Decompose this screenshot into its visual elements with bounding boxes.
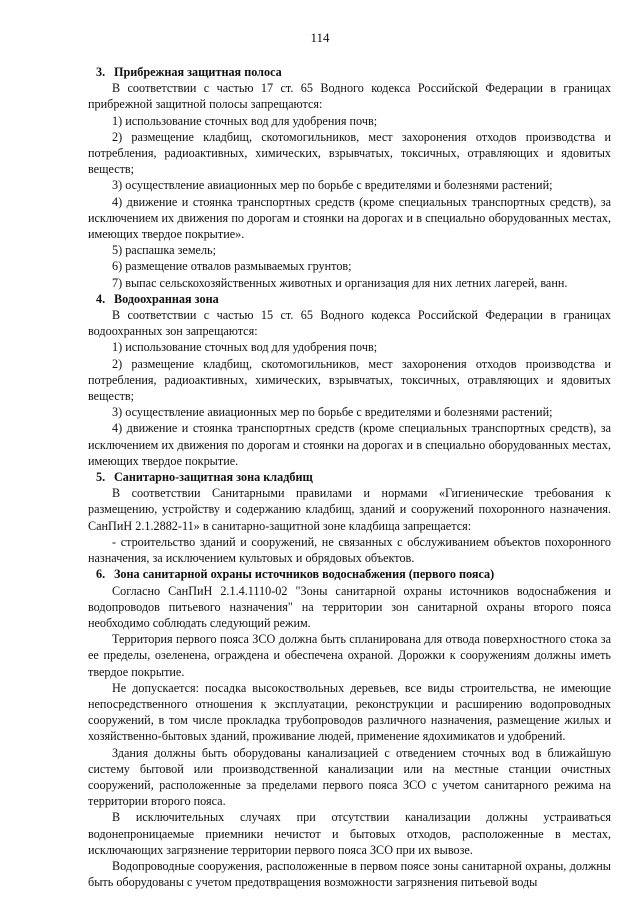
section-title: Санитарно-защитная зона кладбищ xyxy=(114,470,313,485)
paragraph: Территория первого пояса ЗСО должна быть спланирована для отвода поверхностного стока за ее пределы, озеленена, ограждена и обеспечена охраной. Дорожки к сооружениям должны иметь твердое покрытие. xyxy=(88,632,611,679)
paragraph: 6) размещение отвалов размываемых грунтов; xyxy=(112,259,352,274)
paragraph: 1) использование сточных вод для удобрения почв; xyxy=(112,113,378,128)
paragraph: 1) использование сточных вод для удобрения почв; xyxy=(112,340,378,355)
section-heading xyxy=(88,291,611,307)
paragraph: В соответствии Санитарными правилами и нормами «Гигиенические требования к размещению, устройству и содержанию кладбищ, зданий и сооружений похоронного назначения. СанПиН 2.1.2882-11» в санитарно-защитной зоне кладбища запрещается: xyxy=(88,486,611,533)
paragraph: 4) движение и стоянка транспортных средств (кроме специальных транспортных средств), за исключением их движения по дорогам и стоянки на дорогах и в специально оборудованных местах, имеющих твердое покрытие. xyxy=(88,421,611,468)
section-title: Водоохранная зона xyxy=(114,291,219,306)
section-title: Прибрежная защитная полоса xyxy=(114,65,282,79)
paragraph: В соответствии с частью 17 ст. 65 Водного кодекса Российской Федерации в границах прибрежной защитной полосы запрещаются: xyxy=(88,81,611,112)
paragraph: 2) размещение кладбищ, скотомогильников, мест захоронения отходов производства и потребления, радиоактивных, химических, взрывчатых, токсичных, отравляющих и ядовитых веществ; xyxy=(88,356,611,404)
paragraph: Не допускается: посадка высокоствольных деревьев, все виды строительства, не имеющие непосредственного отношения к эксплуатации, реконструкции и расширению водопроводных сооружений, в том числе прокладка трубопроводов различного назначения, размещение жилых и хозяйственно-бытовых зданий, проживание людей, применение ядохимикатов и удобрений. xyxy=(88,680,611,744)
paragraph: 3) осуществление авиационных мер по борьбе с вредителями и болезнями растений; xyxy=(112,178,553,193)
section-heading xyxy=(88,566,611,582)
paragraph: - строительство зданий и сооружений, не связанных с обслуживанием объектов похоронного назначения, за исключением культовых и обрядовых объектов. xyxy=(88,534,611,566)
paragraph: 2) размещение кладбищ, скотомогильников, мест захоронения отходов производства и потребления, радиоактивных, химических, взрывчатых, токсичных, отравляющих и ядовитых веществ; xyxy=(88,129,611,177)
paragraph: 5) распашка земель; xyxy=(112,243,216,258)
section-number: 4. xyxy=(96,291,106,306)
paragraph: В исключительных случаях при отсутствии канализации должны устраиваться водонепроницаемые приемники нечистот и бытовых отходов, расположенные в местах, исключающих загрязнение территории первого пояса ЗСО при их вывозе. xyxy=(88,810,611,857)
page-number: 114 xyxy=(310,30,330,45)
paragraph: Водопроводные сооружения, расположенные в первом поясе зоны санитарной охраны, должны быть оборудованы с учетом предотвращения возможности загрязнения питьевой воды xyxy=(88,858,611,890)
paragraph: 4) движение и стоянка транспортных средств (кроме специальных транспортных средств), за исключением их движения по дорогам и стоянки на дорогах и в специально оборудованных местах, имеющих твердое покрытие». xyxy=(88,194,611,242)
paragraph: Согласно СанПиН 2.1.4.1110-02 "Зоны санитарной охраны источников водоснабжения и водопроводов питьевого назначения" на территории зон санитарной охраны второго пояса необходимо соблюдать следующий режим. xyxy=(88,583,611,630)
section-number: 5. xyxy=(96,470,106,485)
section-number: 6. xyxy=(96,567,106,582)
section-number: 3. xyxy=(96,65,106,79)
paragraph: В соответствии с частью 15 ст. 65 Водного кодекса Российской Федерации в границах водоохранных зон запрещаются: xyxy=(88,308,611,339)
section-title: Зона санитарной охраны источников водоснабжения (первого пояса) xyxy=(114,567,495,582)
section-heading xyxy=(88,64,611,80)
section-heading xyxy=(88,469,611,485)
paragraph: Здания должны быть оборудованы канализацией с отведением сточных вод в ближайшую систему бытовой или производственной канализации или на местные станции очистных сооружений, расположенные за пределами первого пояса ЗСО с учетом санитарного режима на территории второго пояса. xyxy=(88,745,611,809)
document-body xyxy=(88,64,611,890)
paragraph: 3) осуществление авиационных мер по борьбе с вредителями и болезнями растений; xyxy=(112,405,553,420)
paragraph: 7) выпас сельскохозяйственных животных и организация для них летних лагерей, ванн. xyxy=(112,275,568,290)
